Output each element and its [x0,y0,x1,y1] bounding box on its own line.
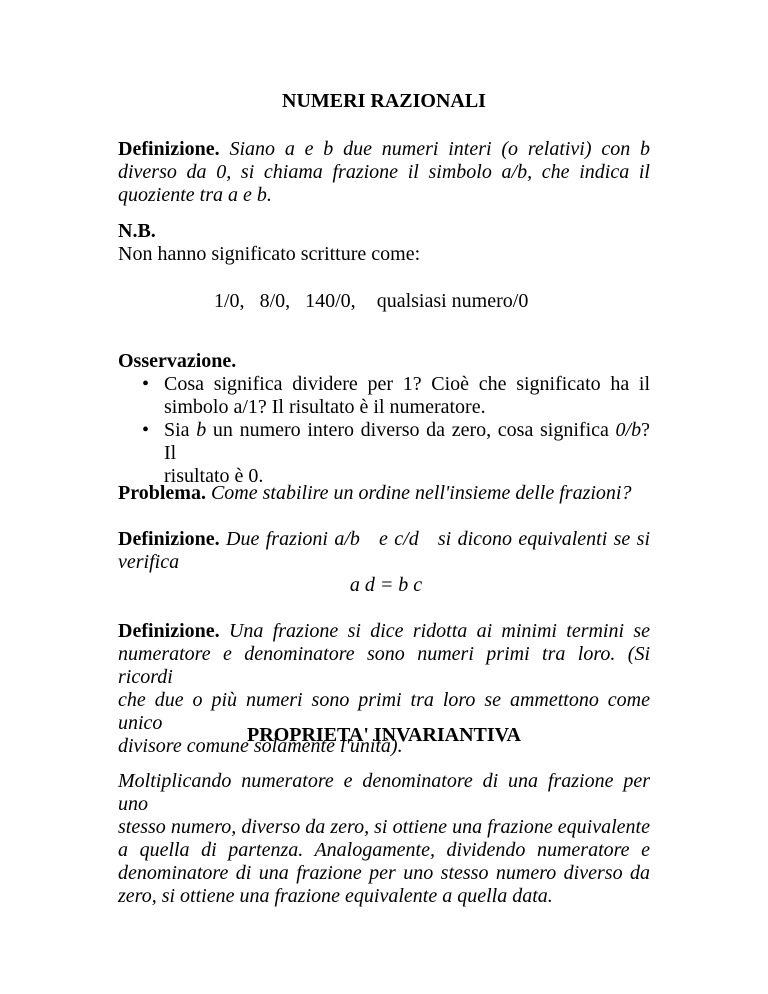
problem-label: Problema. [118,482,206,504]
list-item: • Sia b un numero intero diverso da zero, cosa significa 0/b? Il risultato è 0. [142,419,650,487]
nb-text: Non hanno significato scritture come: [118,243,421,265]
nb-label: N.B. [118,220,156,242]
list-item: • Cosa significa dividere per 1? Cioè che significato ha il simbolo a/1? Il risultato è il numeratore. [142,373,650,418]
definition-label: Definizione. [118,528,220,550]
problem-statement: Problema. Come stabilire un ordine nell'insieme delle frazioni? [118,482,632,504]
observation-label-line [118,350,650,373]
observation-label: Osservazione. [118,350,237,372]
invalid-fractions-examples: 1/0, 8/0, 140/0, qualsiasi numero/0 [214,290,529,312]
equivalence-formula: a d = b c [349,574,423,596]
section-heading: PROPRIETA' INVARIANTIVA [247,724,521,746]
definition-label: Definizione. [118,138,220,160]
definition-equivalent: Definizione. Due frazioni a/b e c/d si dicono equivalenti se si verifica a d = b c [118,528,651,596]
bullet-icon: • [142,419,150,441]
definition-fraction: Definizione. Siano a e b due numeri interi (o relativi) con b diverso da 0, si chiama frazione il simbolo a/b, che indica il quoziente tra a e b. [118,138,650,206]
bullet-icon: • [142,373,150,395]
nb-note [118,220,650,266]
definition-label: Definizione. [118,620,220,642]
property-paragraph: Moltiplicando numeratore e denominatore di una frazione per uno stesso numero, diverso da zero, si ottiene una frazione equivalente a quella di partenza. Analogamente, dividendo numeratore e denominatore di una frazione per uno stesso numero diverso da zero, si ottiene una frazione equivalente a quella data. [118,770,650,907]
observation-list [118,373,650,488]
page-title: NUMERI RAZIONALI [282,90,486,112]
definition-reduced: Definizione. Una frazione si dice ridotta ai minimi termini se numeratore e denominatore sono numeri primi tra loro. (Si ricordi che due o più numeri sono primi tra loro se ammettono come unico divisore comune solamente l'unità). [118,620,651,757]
